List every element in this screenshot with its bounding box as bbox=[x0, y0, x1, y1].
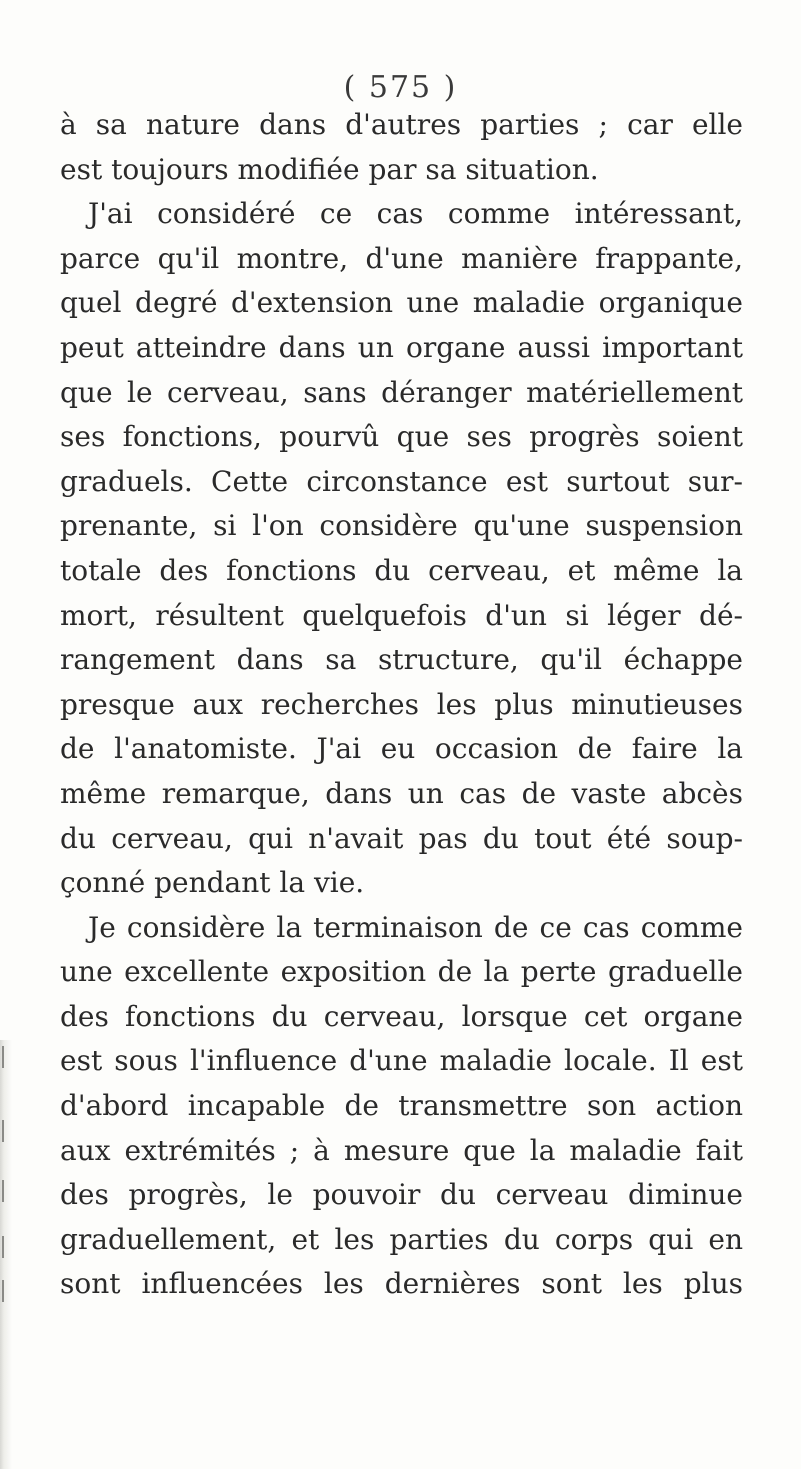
text-line: des progrès, le pouvoir du cerveau diminue bbox=[60, 1178, 743, 1212]
gutter-mark bbox=[2, 1180, 10, 1202]
text-line: graduellement, et les parties du corps qui en bbox=[60, 1222, 743, 1256]
text-line: de l'anatomiste. J'ai eu occasion de faire la bbox=[60, 732, 743, 766]
text-line: même remarque, dans un cas de vaste abcès bbox=[60, 776, 743, 810]
body-text bbox=[60, 103, 743, 1307]
text-line: est sous l'influence d'une maladie locale. Il est bbox=[60, 1044, 743, 1078]
text-line: ses fonctions, pourvû que ses progrès soient bbox=[60, 420, 743, 454]
text-line: quel degré d'extension une maladie organique bbox=[60, 286, 743, 320]
gutter-mark bbox=[2, 1280, 10, 1302]
text-line: une excellente exposition de la perte graduelle bbox=[60, 955, 743, 989]
text-line: çonné pendant la vie. bbox=[60, 866, 365, 900]
text-line: aux extrémités ; à mesure que la maladie fait bbox=[60, 1133, 743, 1167]
gutter-mark bbox=[2, 1120, 10, 1142]
binding-gutter bbox=[0, 1040, 12, 1469]
page-number: ( 575 ) bbox=[343, 70, 458, 105]
text-line: mort, résultent quelquefois d'un si léger dé- bbox=[60, 598, 743, 632]
text-line: à sa nature dans d'autres parties ; car elle bbox=[60, 108, 743, 141]
text-line: des fonctions du cerveau, lorsque cet organe bbox=[60, 999, 743, 1033]
text-line: d'abord incapable de transmettre son action bbox=[60, 1089, 743, 1123]
text-line: parce qu'il montre, d'une manière frappante, bbox=[60, 241, 743, 275]
text-line: totale des fonctions du cerveau, et même la bbox=[60, 553, 743, 587]
text-line: J'ai considéré ce cas comme intéressant, bbox=[88, 197, 743, 231]
text-line: rangement dans sa structure, qu'il échappe bbox=[60, 643, 743, 677]
text-line: peut atteindre dans un organe aussi important bbox=[60, 330, 743, 364]
text-line: que le cerveau, sans déranger matériellement bbox=[60, 375, 743, 409]
text-line: Je considère la terminaison de ce cas comme bbox=[88, 910, 743, 944]
text-line: presque aux recherches les plus minutieuses bbox=[60, 687, 743, 721]
text-line: sont influencées les dernières sont les plus bbox=[60, 1267, 743, 1301]
text-line: du cerveau, qui n'avait pas du tout été soup- bbox=[60, 821, 743, 855]
text-line: prenante, si l'on considère qu'une suspension bbox=[60, 509, 743, 543]
text-line: graduels. Cette circonstance est surtout sur- bbox=[60, 464, 743, 498]
text-line: est toujours modifiée par sa situation. bbox=[60, 152, 599, 186]
gutter-mark bbox=[2, 1046, 10, 1068]
gutter-mark bbox=[2, 1236, 10, 1258]
